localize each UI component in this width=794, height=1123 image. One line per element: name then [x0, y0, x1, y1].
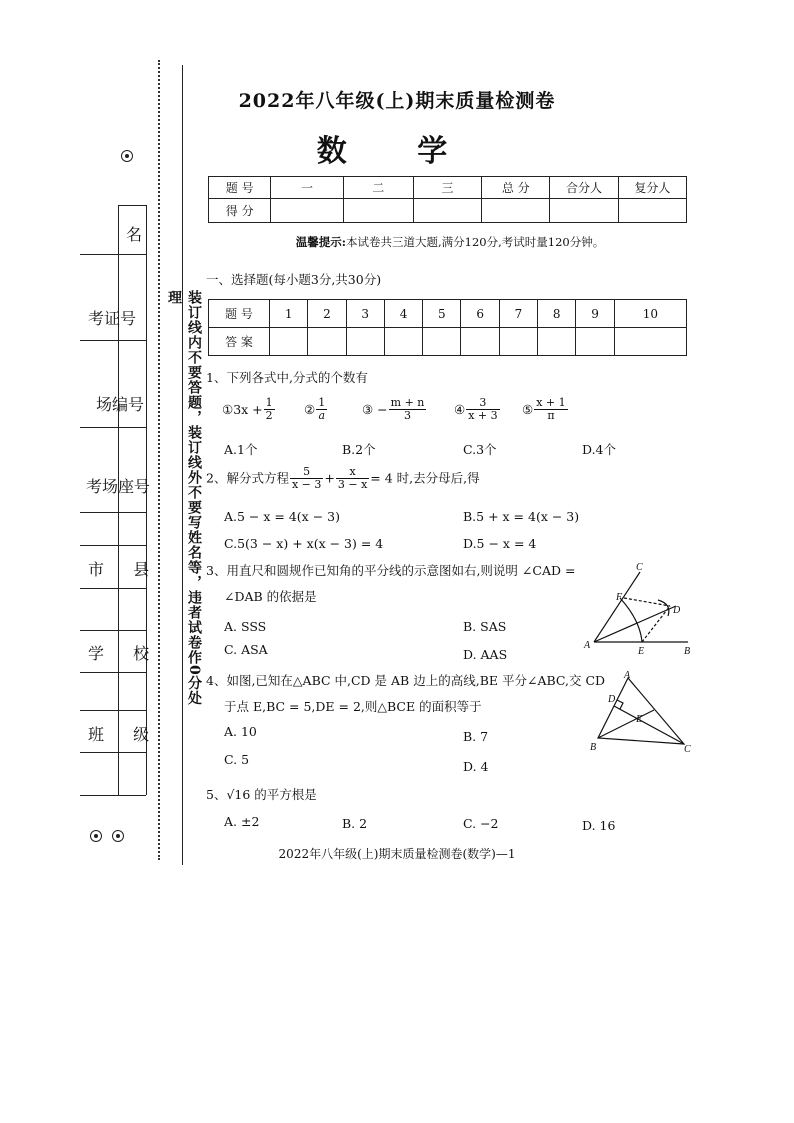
answer-number: 3	[346, 300, 384, 328]
q4-stem-line2: 于点 E,BC = 5,DE = 2,则△BCE 的面积等于	[224, 699, 482, 714]
answer-cell[interactable]	[423, 328, 461, 356]
q3-option-b[interactable]: B. SAS	[463, 619, 507, 634]
binding-warning: 装订线内不要答题，装订线外不要写姓名等，违者试卷作0分处理	[166, 290, 202, 706]
fraction-numerator: x + 1	[536, 396, 566, 409]
fraction-denominator: x − 3	[291, 478, 322, 491]
q3-option-c[interactable]: C. ASA	[224, 642, 268, 657]
answer-cell[interactable]	[499, 328, 537, 356]
answer-cell[interactable]	[270, 328, 308, 356]
answer-number: 9	[576, 300, 614, 328]
tip-text: 本试卷共三道大题,满分120分,考试时量120分钟。	[346, 235, 605, 249]
fraction	[264, 397, 275, 422]
binding-line-dotted	[158, 60, 160, 860]
fig-label-d: D	[608, 694, 616, 705]
answer-number: 5	[423, 300, 461, 328]
sidebar-divider	[80, 710, 146, 711]
answer-number: 2	[308, 300, 346, 328]
fraction-denominator: π	[547, 409, 555, 422]
sidebar-divider	[80, 672, 146, 673]
q1-item-prefix: ②	[304, 402, 316, 417]
fraction	[466, 397, 499, 422]
q2-option-a[interactable]: A.5 − x = 4(x − 3)	[224, 509, 340, 524]
answer-table-header: 题 号	[209, 300, 270, 328]
score-cell[interactable]	[618, 199, 686, 223]
fig-label-e: E	[636, 714, 643, 725]
fraction-numerator: m + n	[390, 396, 425, 409]
sidebar-label-school: 学 校	[88, 644, 162, 663]
fraction-denominator: a	[318, 409, 325, 422]
q1-item-prefix: ④	[454, 402, 466, 417]
q2-option-c[interactable]: C.5(3 − x) + x(x − 3) = 4	[224, 536, 384, 551]
sidebar-border-left	[118, 205, 119, 795]
score-table-header: 三	[413, 177, 481, 199]
q5-option-a[interactable]: A. ±2	[224, 814, 260, 829]
q1-option-c[interactable]: C.3个	[463, 442, 497, 457]
sidebar-label-city-county: 市 县	[88, 560, 162, 579]
score-table-header: 二	[343, 177, 413, 199]
q1-stem: 1、下列各式中,分式的个数有	[206, 370, 368, 385]
score-cell[interactable]	[271, 199, 343, 223]
q1-item-prefix: ③ −	[362, 402, 388, 417]
q3-option-d[interactable]: D. AAS	[463, 647, 508, 662]
fig-label-f: F	[616, 592, 623, 603]
page-footer: 2022年八年级(上)期末质量检测卷(数学)—1	[278, 847, 516, 861]
sidebar-label-name: 名	[126, 225, 143, 244]
q1-item-1	[222, 397, 276, 422]
subject-title: 数 学	[316, 134, 478, 169]
fraction	[534, 397, 567, 422]
binding-mark-icon	[112, 830, 124, 842]
sidebar-divider	[80, 588, 146, 589]
sidebar-label-seat-number: 考场座号	[86, 477, 151, 496]
sidebar-divider	[80, 752, 146, 753]
fraction-denominator: x + 3	[468, 409, 498, 422]
score-table-header: 复分人	[618, 177, 686, 199]
fraction	[316, 397, 327, 422]
answer-number: 4	[384, 300, 422, 328]
sidebar-label-room-number: 场编号	[96, 395, 145, 414]
dashed-ed	[642, 606, 670, 642]
answer-table-row-label: 答 案	[209, 328, 270, 356]
answer-cell[interactable]	[614, 328, 686, 356]
q5-option-d[interactable]: D. 16	[582, 818, 616, 833]
q1-item-3	[362, 397, 427, 422]
q1-option-b[interactable]: B.2个	[342, 442, 376, 457]
section1-heading: 一、选择题(每小题3分,共30分)	[206, 272, 382, 287]
fraction-numerator: 5	[290, 466, 323, 479]
q3-stem-line2: ∠DAB 的依据是	[224, 589, 317, 604]
fig-label-e: E	[638, 646, 645, 657]
fig-label-c: C	[636, 562, 643, 573]
q1-option-a[interactable]: A.1个	[224, 442, 258, 457]
q2-stem	[206, 466, 480, 491]
q1-expressions	[222, 397, 622, 431]
triangle-abc	[598, 678, 684, 744]
q1-item-prefix: ①3x +	[222, 402, 263, 417]
exam-tip	[210, 234, 690, 250]
sidebar-divider	[80, 427, 146, 428]
answer-number: 7	[499, 300, 537, 328]
q2-option-b[interactable]: B.5 + x = 4(x − 3)	[463, 509, 580, 524]
sidebar-divider	[80, 254, 146, 255]
fig-label-d: D	[673, 605, 681, 616]
sidebar-divider	[80, 630, 146, 631]
exam-title: 2022年八年级(上)期末质量检测卷	[238, 90, 556, 112]
q1-item-2	[304, 397, 328, 422]
sidebar-divider	[80, 545, 146, 546]
fraction	[389, 397, 427, 422]
q4-stem-line1: 4、如图,已知在△ABC 中,CD 是 AB 边上的高线,BE 平分∠ABC,交 CD	[206, 673, 606, 688]
fraction-denominator: 3	[404, 409, 412, 422]
fig-label-a: A	[584, 640, 591, 651]
score-table-header: 合分人	[550, 177, 618, 199]
q3-option-a[interactable]: A. SSS	[224, 619, 267, 634]
q1-option-d[interactable]: D.4个	[582, 442, 617, 457]
q5-option-c[interactable]: C. −2	[463, 816, 499, 831]
q4-option-d[interactable]: D. 4	[463, 759, 489, 774]
answer-cell[interactable]	[576, 328, 614, 356]
answer-number: 10	[614, 300, 686, 328]
q2-stem-prefix: 2、解分式方程	[206, 470, 289, 486]
fraction-numerator: 1	[265, 396, 273, 409]
q4-option-b[interactable]: B. 7	[463, 729, 489, 744]
answer-cell[interactable]	[308, 328, 346, 356]
sidebar-divider	[80, 340, 146, 341]
score-cell[interactable]	[343, 199, 413, 223]
sidebar-divider	[118, 205, 146, 206]
q4-option-a[interactable]: A. 10	[224, 724, 257, 739]
fraction-numerator: x	[336, 466, 369, 479]
tip-label: 温馨提示:	[295, 235, 347, 249]
answer-number: 1	[270, 300, 308, 328]
sidebar-border-right	[146, 205, 147, 795]
sidebar-divider	[80, 795, 146, 796]
answer-table	[208, 299, 687, 356]
answer-cell[interactable]	[346, 328, 384, 356]
binding-mark-icon	[90, 830, 102, 842]
score-table-header: 题 号	[209, 177, 271, 199]
score-table-row-label: 得 分	[209, 199, 271, 223]
q3-stem-line1: 3、用直尺和圆规作已知角的平分线的示意图如右,则说明 ∠CAD =	[206, 563, 576, 578]
q2-stem-suffix: = 4 时,去分母后,得	[370, 470, 480, 486]
fraction-denominator: 3 − x	[337, 478, 368, 491]
score-cell[interactable]	[482, 199, 550, 223]
answer-cell[interactable]	[461, 328, 499, 356]
fig-label-a: A	[624, 670, 631, 681]
fraction	[336, 466, 369, 491]
score-table	[208, 176, 687, 223]
sidebar-label-class: 班 级	[88, 725, 162, 744]
bisector-be	[598, 710, 654, 738]
fraction-denominator: 2	[265, 409, 273, 422]
fraction-numerator: 3	[466, 397, 499, 410]
score-table-header: 总 分	[482, 177, 550, 199]
fraction	[290, 466, 323, 491]
score-cell[interactable]	[413, 199, 481, 223]
score-cell[interactable]	[550, 199, 618, 223]
q2-option-d[interactable]: D.5 − x = 4	[463, 536, 537, 551]
answer-number: 8	[538, 300, 576, 328]
q4-figure	[588, 670, 700, 756]
q4-option-c[interactable]: C. 5	[224, 752, 250, 767]
q1-item-5	[522, 397, 569, 422]
sidebar-divider	[80, 512, 146, 513]
plus-sign: +	[324, 470, 335, 486]
q5-option-b[interactable]: B. 2	[342, 816, 368, 831]
answer-number: 6	[461, 300, 499, 328]
q1-item-4	[454, 397, 501, 422]
fig-label-c: C	[684, 744, 691, 755]
q3-figure	[580, 560, 700, 660]
answer-cell[interactable]	[384, 328, 422, 356]
sidebar-label-exam-id: 考证号	[88, 309, 137, 328]
fraction-numerator: 1	[318, 396, 326, 409]
fig-label-b: B	[684, 646, 691, 657]
fig-label-b: B	[590, 742, 597, 753]
q1-item-prefix: ⑤	[522, 402, 534, 417]
answer-cell[interactable]	[538, 328, 576, 356]
arc-ef	[620, 598, 642, 642]
q5-stem: 5、√16 的平方根是	[206, 787, 317, 802]
score-table-header: 一	[271, 177, 343, 199]
